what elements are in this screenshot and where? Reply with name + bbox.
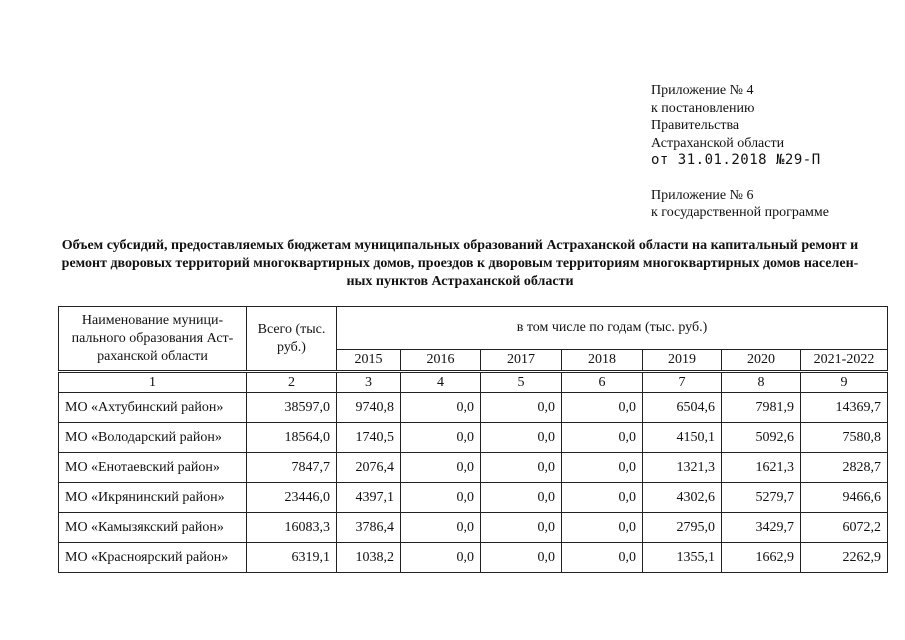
- year-header: 2020: [722, 350, 801, 372]
- year-value: 0,0: [562, 393, 643, 423]
- total-value: 6319,1: [247, 543, 337, 573]
- table-row: [59, 543, 888, 573]
- total-value: 38597,0: [247, 393, 337, 423]
- year-value: 4397,1: [337, 483, 401, 513]
- total-value: 16083,3: [247, 513, 337, 543]
- municipality-name: МО «Володарский район»: [59, 423, 247, 453]
- column-number: 9: [801, 372, 888, 393]
- year-value: 0,0: [562, 543, 643, 573]
- appendix-line: Приложение № 6: [651, 187, 754, 203]
- total-value: 18564,0: [247, 423, 337, 453]
- title-line: Объем субсидий, предоставляемых бюджетам муниципальных образований Астраханской области на капитальный ремонт и: [61, 238, 859, 253]
- column-number: 7: [643, 372, 722, 393]
- year-value: 9466,6: [801, 483, 888, 513]
- column-number: 2: [247, 372, 337, 393]
- total-value: 7847,7: [247, 453, 337, 483]
- year-header: 2019: [643, 350, 722, 372]
- table-row: [59, 423, 888, 453]
- year-value: 9740,8: [337, 393, 401, 423]
- table-body: [59, 393, 888, 573]
- header-years: в том числе по годам (тыс. руб.): [337, 307, 888, 350]
- year-value: 2795,0: [643, 513, 722, 543]
- year-value: 0,0: [481, 513, 562, 543]
- year-value: 0,0: [481, 453, 562, 483]
- year-value: 0,0: [481, 543, 562, 573]
- year-value: 0,0: [401, 543, 481, 573]
- year-value: 3786,4: [337, 513, 401, 543]
- appendix-line: Правительства: [651, 118, 740, 133]
- header-total: Всего (тыс. руб.): [247, 307, 337, 372]
- subsidy-table: [58, 306, 888, 573]
- year-header: 2017: [481, 350, 562, 372]
- column-number: 4: [401, 372, 481, 393]
- year-value: 0,0: [481, 423, 562, 453]
- year-value: 0,0: [481, 483, 562, 513]
- appendix-line: Приложение № 4: [651, 83, 754, 98]
- year-value: 2828,7: [801, 453, 888, 483]
- year-value: 0,0: [401, 513, 481, 543]
- column-number: 1: [59, 372, 247, 393]
- table-row: [59, 513, 888, 543]
- year-value: 7981,9: [722, 393, 801, 423]
- year-value: 0,0: [562, 513, 643, 543]
- municipality-name: МО «Енотаевский район»: [59, 453, 247, 483]
- year-value: 14369,7: [801, 393, 888, 423]
- year-value: 0,0: [481, 393, 562, 423]
- total-value: 23446,0: [247, 483, 337, 513]
- year-value: 6072,2: [801, 513, 888, 543]
- table-row: [59, 483, 888, 513]
- year-value: 0,0: [562, 483, 643, 513]
- municipality-name: МО «Ахтубинский район»: [59, 393, 247, 423]
- document-title: [40, 237, 880, 291]
- year-value: 1321,3: [643, 453, 722, 483]
- municipality-name: МО «Камызякский район»: [59, 513, 247, 543]
- table-row: [59, 453, 888, 483]
- appendix-line: к постановлению: [651, 100, 755, 116]
- table-row: [59, 393, 888, 423]
- appendix-block: [651, 82, 829, 222]
- year-header: 2021-2022: [801, 350, 888, 372]
- year-value: 1621,3: [722, 453, 801, 483]
- year-value: 0,0: [401, 483, 481, 513]
- year-value: 1355,1: [643, 543, 722, 573]
- municipality-name: МО «Икрянинский район»: [59, 483, 247, 513]
- column-number: 8: [722, 372, 801, 393]
- year-value: 1740,5: [337, 423, 401, 453]
- year-header: 2015: [337, 350, 401, 372]
- year-value: 6504,6: [643, 393, 722, 423]
- year-header: 2018: [562, 350, 643, 372]
- year-value: 3429,7: [722, 513, 801, 543]
- year-value: 0,0: [401, 393, 481, 423]
- year-value: 7580,8: [801, 423, 888, 453]
- year-value: 0,0: [401, 453, 481, 483]
- year-value: 0,0: [401, 423, 481, 453]
- year-value: 2262,9: [801, 543, 888, 573]
- municipality-name: МО «Красноярский район»: [59, 543, 247, 573]
- title-line: ных пунктов Астраханской области: [346, 274, 574, 289]
- year-value: 4150,1: [643, 423, 722, 453]
- column-numbers-row: [59, 372, 888, 393]
- year-value: 0,0: [562, 453, 643, 483]
- appendix-line: Астраханской области: [651, 135, 785, 151]
- year-header: 2016: [401, 350, 481, 372]
- appendix-line: к государственной программе: [651, 205, 829, 220]
- title-line: ремонт дворовых территорий многоквартирных домов, проездов к дворовым территориям многоквартирных домов населен-: [61, 256, 859, 271]
- column-number: 5: [481, 372, 562, 393]
- year-value: 4302,6: [643, 483, 722, 513]
- header-name: Наименование муници- пального образования Аст- раханской области: [59, 307, 247, 372]
- year-value: 2076,4: [337, 453, 401, 483]
- year-value: 0,0: [562, 423, 643, 453]
- column-number: 3: [337, 372, 401, 393]
- appendix-date-line: от 31.01.2018 №29-П: [651, 152, 821, 168]
- year-value: 1662,9: [722, 543, 801, 573]
- year-value: 5092,6: [722, 423, 801, 453]
- year-value: 5279,7: [722, 483, 801, 513]
- year-value: 1038,2: [337, 543, 401, 573]
- column-number: 6: [562, 372, 643, 393]
